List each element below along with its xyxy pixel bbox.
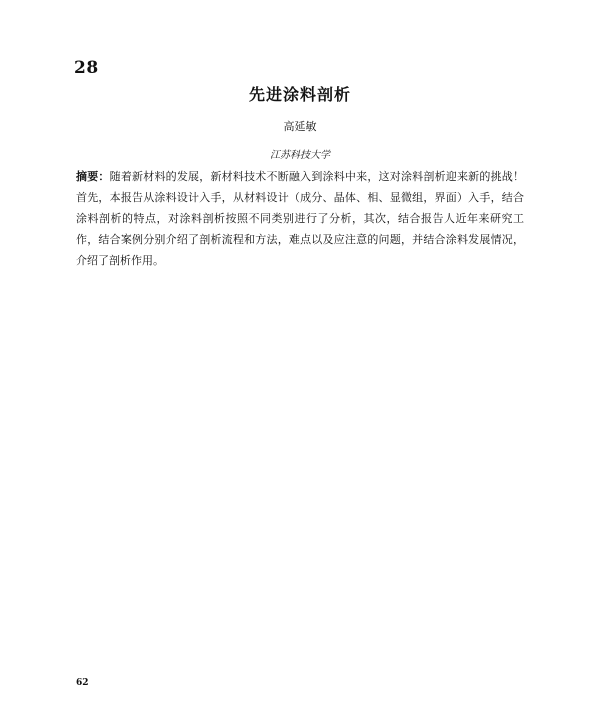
paper-title: 先进涂料剖析 (248, 85, 351, 104)
author-name: 高延敏 (283, 120, 317, 133)
page-number: 62 (76, 678, 89, 688)
abstract-text: 随着新材料的发展，新材料技术不断融入到涂料中来，这对涂料剖析迎来新的挑战！首先，本报告从涂料设计入手，从材料设计（成分、晶体、相、显微组，界面）入手，结合涂料剖析的特点，对涂料剖析按照不同类别进行了分析，其次，结合报告人近年来研究工作，结合案例分别介绍了剖析流程和方法，难点以及应注意的问题，并结合涂料发展情况，介绍了剖析作用。 (76, 170, 525, 267)
author-affiliation: 江苏科技大学 (270, 150, 330, 161)
abstract-label: 摘要： (76, 170, 110, 183)
paper-number: 28 (74, 58, 99, 78)
abstract-paragraph (76, 166, 524, 271)
